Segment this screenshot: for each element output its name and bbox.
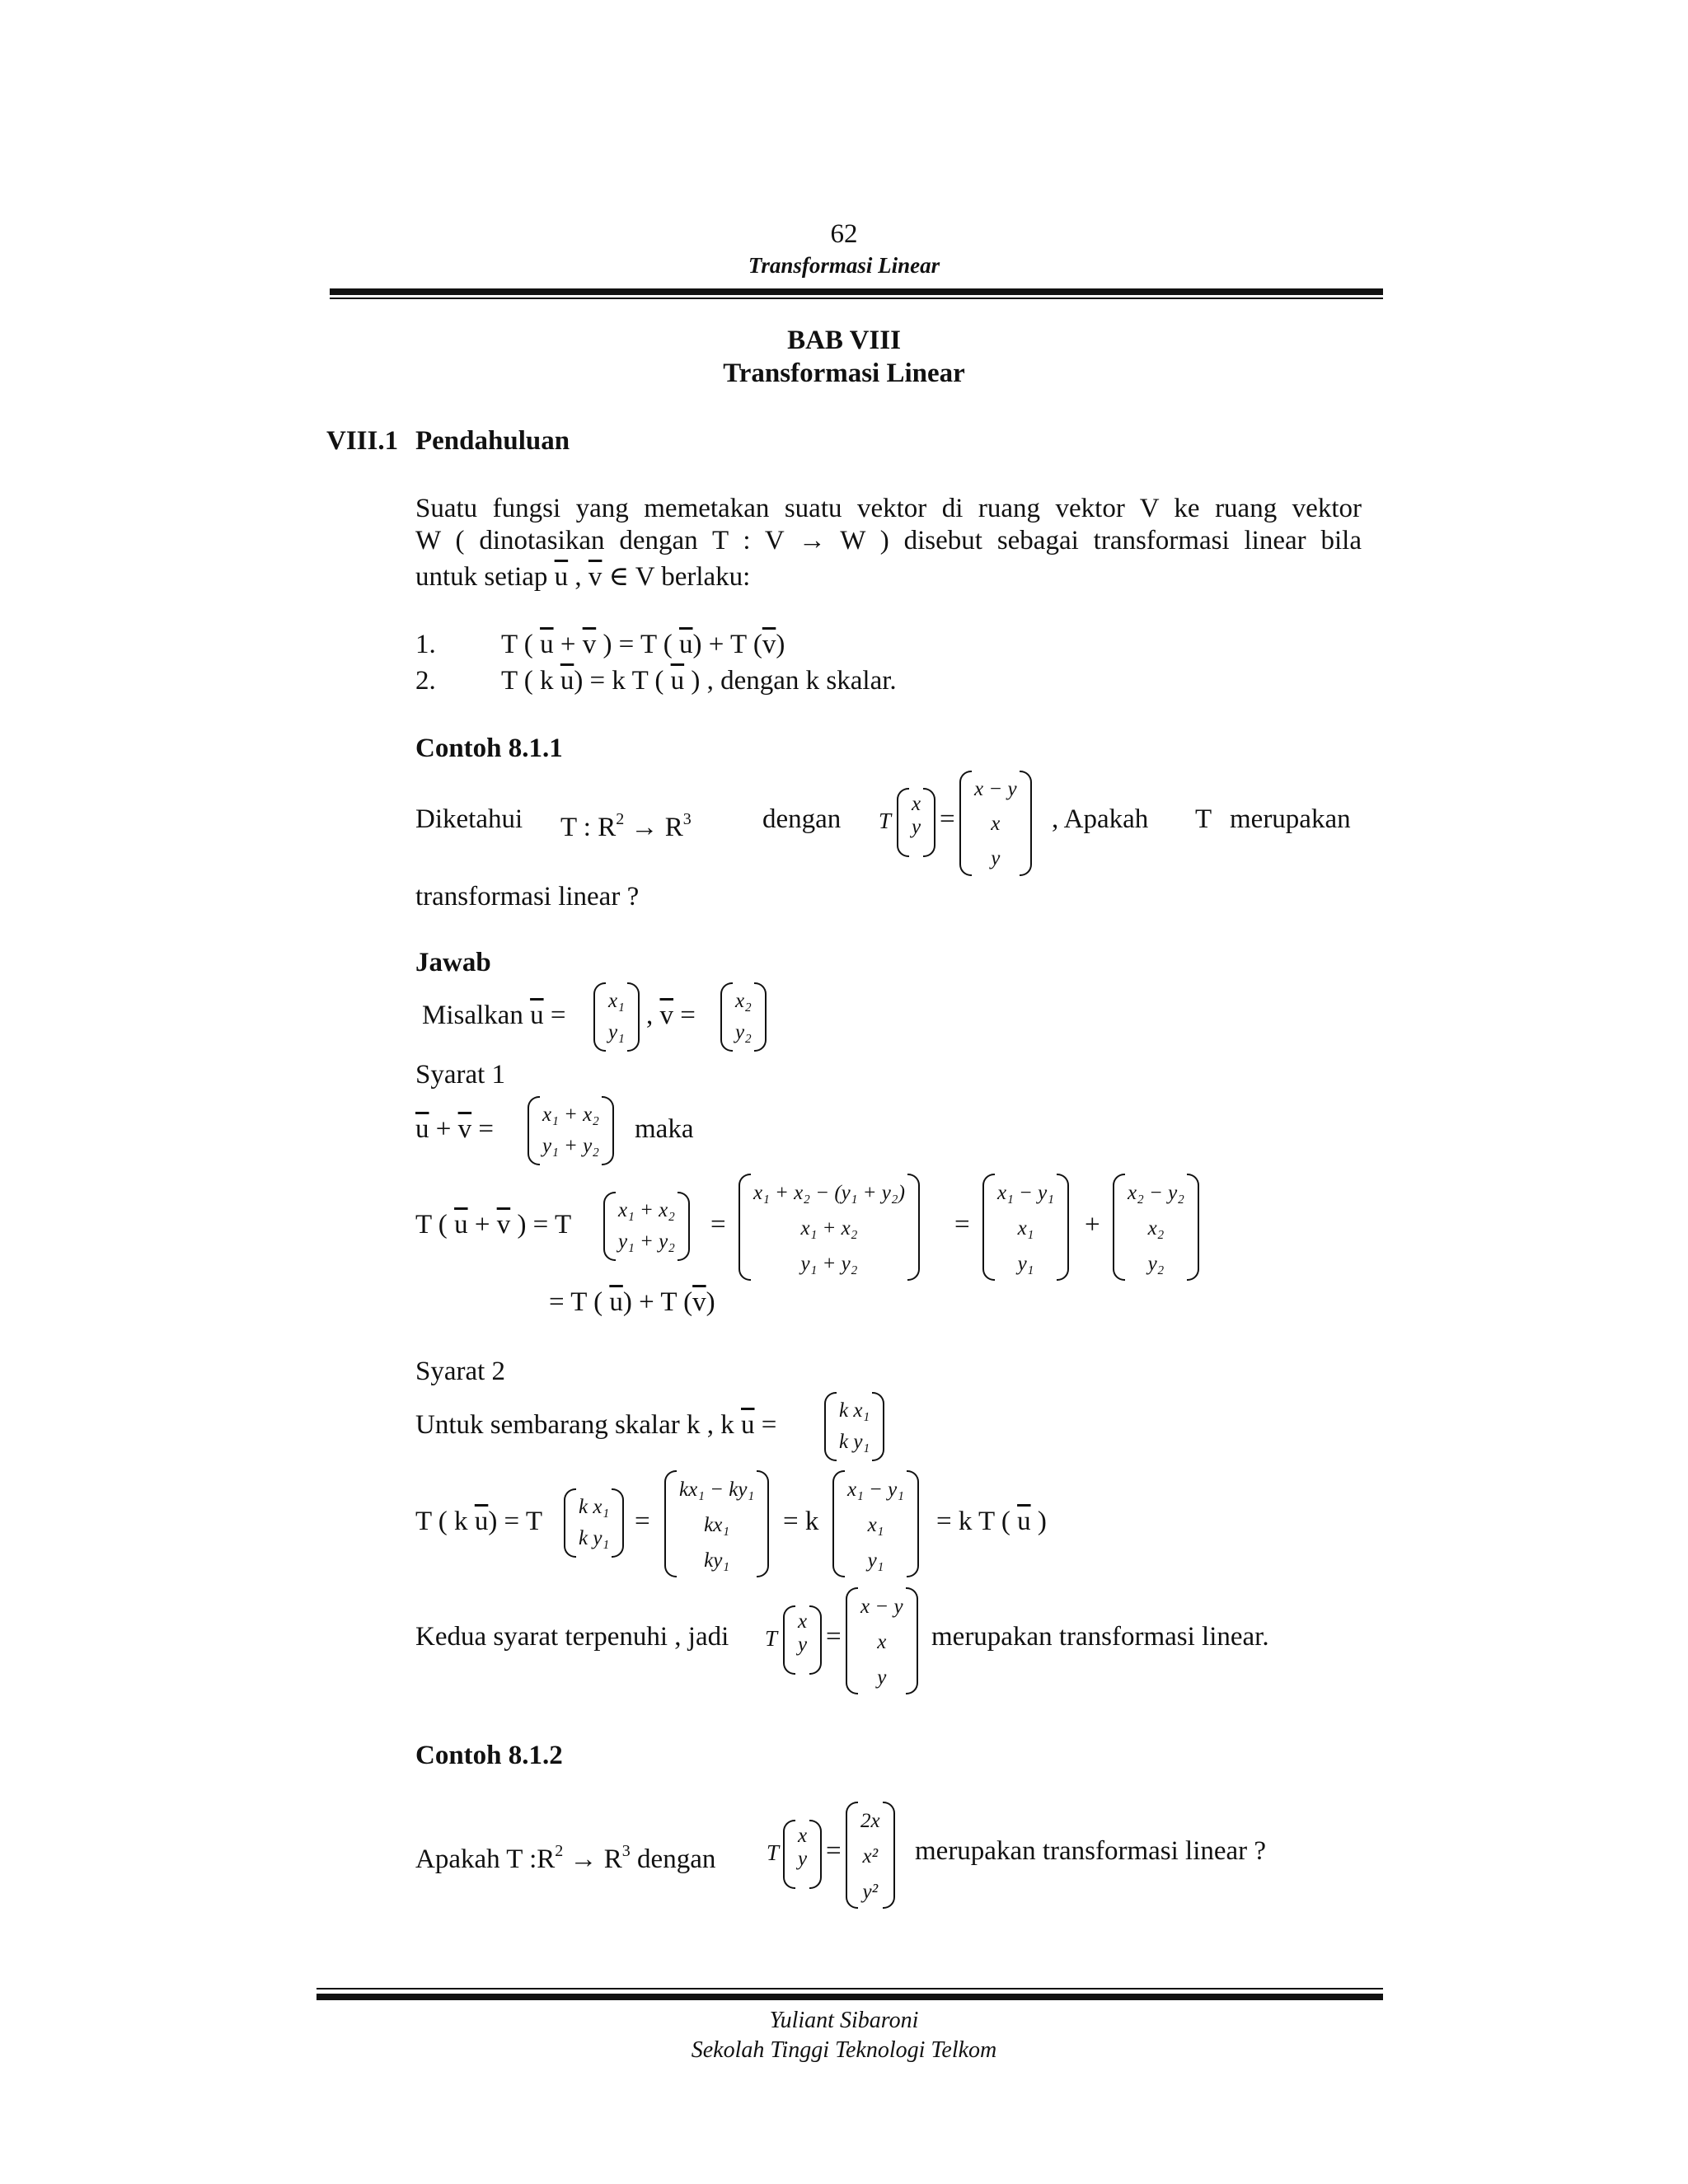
kedua-lhs-vector: x y xyxy=(783,1605,822,1675)
example-1-line-2: transformasi linear ? xyxy=(415,882,640,912)
example-2-rhs-vector: 2x x² y² xyxy=(846,1802,895,1909)
t-sum-lhs: T ( $\overline{u} + \overline{v}$ ) = T xyxy=(415,1210,572,1240)
u-vector-symbol: $\overline{u}$ xyxy=(554,562,569,592)
example-1-equals: = xyxy=(940,804,955,834)
footer-rule-thin xyxy=(316,1988,1383,1990)
example-2-lhs-vector: x y xyxy=(783,1820,822,1889)
t-sum-equals-2: = xyxy=(954,1210,970,1240)
example-1-question: , Apakah xyxy=(1052,804,1149,834)
plus-sign: + xyxy=(1085,1210,1100,1240)
t-sum-arg-vector: x₁ + x₂ y₁ + y₂ xyxy=(603,1192,690,1261)
t-sum-result: = T ( $\overline{u}) + T$ $(\overline{v})$ xyxy=(549,1287,715,1317)
u-vector: x₁ y₁ xyxy=(593,982,640,1052)
t-sum-equals-1: = xyxy=(710,1210,726,1240)
misalkan-line: Misalkan $\overline{u}$ = xyxy=(422,1001,566,1030)
intro-line-1: Suatu fungsi yang memetakan suatu vektor di ruang vektor V ke ruang vektor xyxy=(415,494,1362,523)
example-1-T-word: T xyxy=(1195,804,1212,834)
equals-kt: = k T ( $\overline{u}$ ) xyxy=(936,1507,1047,1536)
split-vector-1: x₁ − y₁ x₁ y₁ xyxy=(982,1174,1069,1281)
kx-vector: kx₁ − ky₁ kx₁ ky₁ xyxy=(664,1470,769,1577)
example-2-end: merupakan transformasi linear ? xyxy=(915,1836,1267,1866)
kedua-rhs-vector: x − y x y xyxy=(846,1587,918,1694)
header-rule xyxy=(330,288,1383,295)
intro-line-3: untuk setiap $\overline{u}$ , $\overline{v}$ ∈ V berlaku: xyxy=(415,562,751,592)
condition-1: T ( $\overline{u} + \overline{v}$ ) = T ( $\overline{u}) + T$ $(\overline{v})$ xyxy=(501,630,785,659)
example-1-merupakan: merupakan xyxy=(1230,804,1351,834)
header-rule-thin xyxy=(330,298,1383,299)
tku-arg-vector: k x₁ k y₁ xyxy=(564,1488,624,1558)
condition-1-number: 1. xyxy=(415,630,436,659)
example-1-dengan: dengan xyxy=(762,804,842,834)
chapter-label: BAB VIII xyxy=(787,326,901,355)
equals-k: = k xyxy=(783,1507,819,1536)
example-2-equals: = xyxy=(826,1836,842,1866)
kedua-end: merupakan transformasi linear. xyxy=(931,1622,1269,1652)
ku-vector: k x₁ k y₁ xyxy=(824,1392,884,1461)
untuk-line: Untuk sembarang skalar k , k $\overline{u}$ = xyxy=(415,1410,777,1440)
footer-rule xyxy=(316,1994,1383,2000)
condition-2: T ( k $\overline{u}) = k$ T ( $\overline{u}$ ) , dengan k skalar. xyxy=(501,666,897,696)
v-equals: , $\overline{v}$ = xyxy=(646,1001,696,1030)
intro-line-2: W ( dinotasikan dengan T : V → W ) disebut sebagai transformasi linear bila xyxy=(415,526,1362,555)
v-vector: x₂ y₂ xyxy=(720,982,767,1052)
footer-institution: Sekolah Tinggi Teknologi Telkom xyxy=(691,2037,997,2063)
kedua-equals: = xyxy=(826,1622,842,1652)
example-2-heading: Contoh 8.1.2 xyxy=(415,1741,563,1770)
example-1-heading: Contoh 8.1.1 xyxy=(415,733,563,763)
footer-author: Yuliant Sibaroni xyxy=(769,2008,919,2033)
example-1-lhs-vector: x y xyxy=(897,788,935,857)
tku-lhs: T ( k $\overline{u}) = T$ xyxy=(415,1507,542,1536)
section-title: Pendahuluan xyxy=(415,426,570,456)
sum-lhs: $\overline{u} + \overline{v}$ = xyxy=(415,1114,494,1144)
example-1-mapping: T : $R^2 \to R^3$ xyxy=(560,810,692,842)
page-number: 62 xyxy=(830,219,858,249)
syarat-1-heading: Syarat 1 xyxy=(415,1060,506,1090)
kedua-T: T xyxy=(765,1626,778,1651)
example-2-T: T xyxy=(767,1840,780,1865)
v-vector-symbol: $\overline{v}$ xyxy=(588,562,603,592)
chapter-title: Transformasi Linear xyxy=(723,359,965,388)
k-factored-vector: x₁ − y₁ x₁ y₁ xyxy=(832,1470,919,1577)
answer-heading: Jawab xyxy=(415,948,491,977)
t-sum-big-vector: x₁ + x₂ − (y₁ + y₂) x₁ + x₂ y₁ + y₂ xyxy=(738,1174,920,1281)
example-1-rhs-vector: x − y x y xyxy=(959,771,1032,876)
kedua-line: Kedua syarat terpenuhi , jadi xyxy=(415,1622,729,1652)
tku-equals-1: = xyxy=(635,1507,650,1536)
maka-word: maka xyxy=(635,1114,694,1144)
sum-vector: x₁ + x₂ y₁ + y₂ xyxy=(528,1096,614,1165)
running-title: Transformasi Linear xyxy=(748,253,940,278)
example-2-text: Apakah T $:R^2 \to R^3$ dengan xyxy=(415,1842,716,1874)
example-1-T: T xyxy=(879,808,892,833)
example-1-text-a: Diketahui xyxy=(415,804,523,834)
syarat-2-heading: Syarat 2 xyxy=(415,1357,506,1386)
condition-2-number: 2. xyxy=(415,666,436,696)
section-number: VIII.1 xyxy=(326,426,399,456)
split-vector-2: x₂ − y₂ x₂ y₂ xyxy=(1113,1174,1199,1281)
